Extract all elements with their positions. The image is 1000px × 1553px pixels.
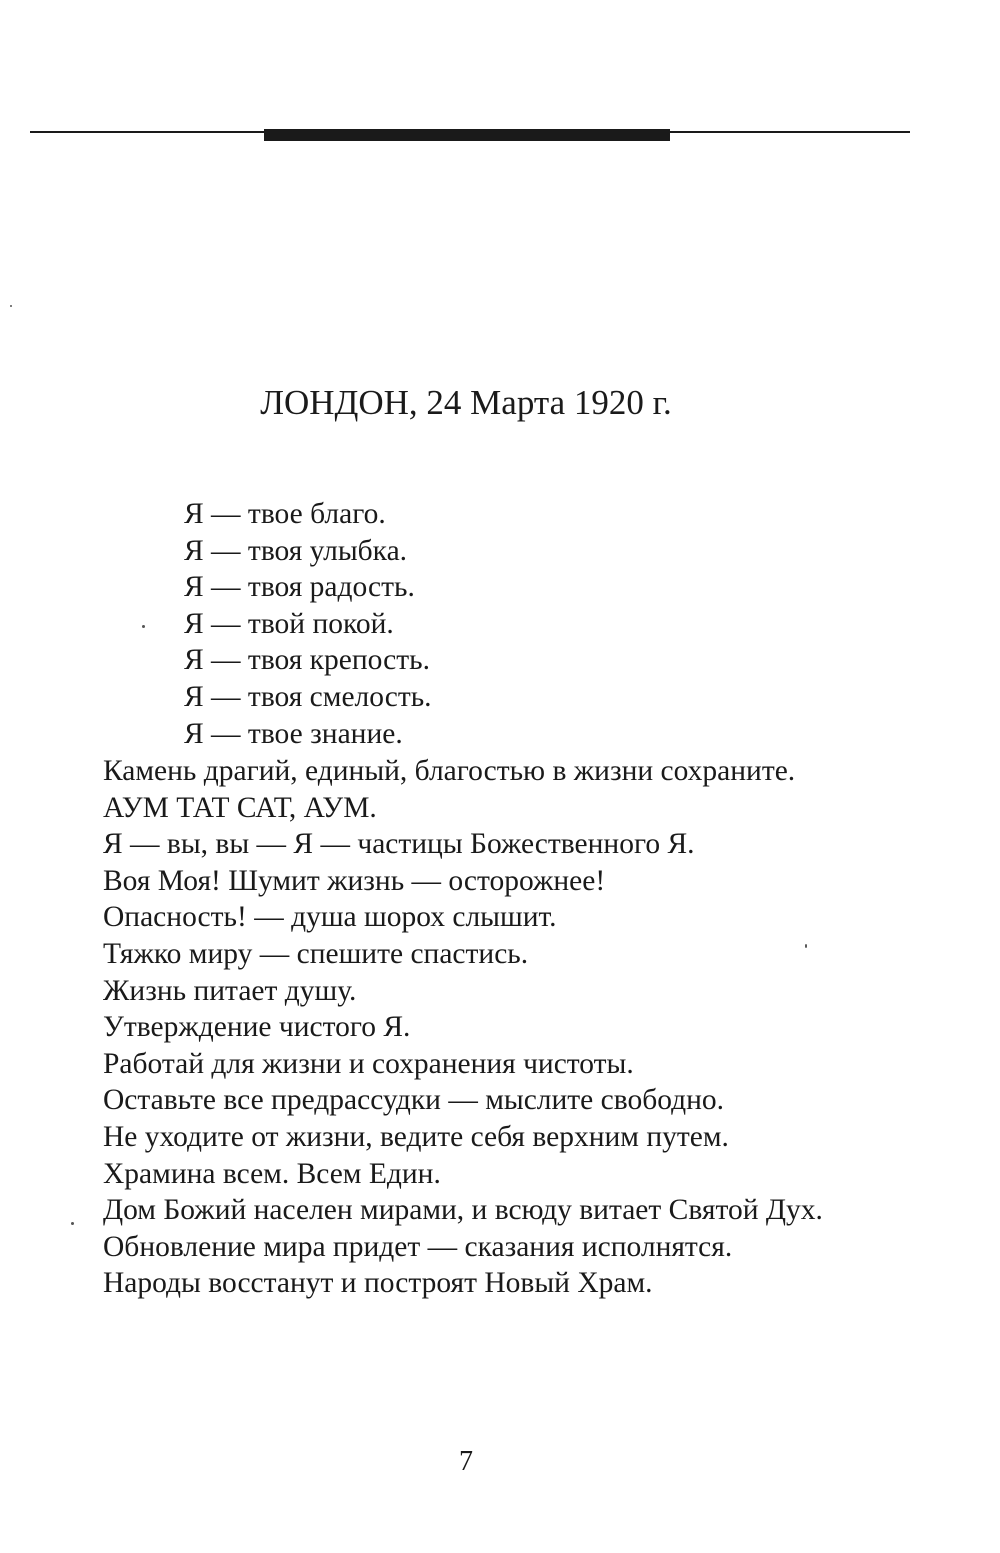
body-text-block: [103, 753, 823, 1302]
body-line: Обновление мира придет — сказания исполнятся.: [103, 1230, 733, 1263]
body-line: Не уходите от жизни, ведите себя верхним путем.: [103, 1120, 729, 1153]
body-line: Народы восстанут и построят Новый Храм.: [103, 1267, 653, 1300]
verse-line: Я — твоя смелость.: [184, 680, 432, 713]
page-number: 7: [459, 1446, 473, 1477]
header-rule-thick: [264, 129, 670, 141]
body-line: Оставьте все предрассудки — мыслите свободно.: [103, 1084, 725, 1117]
body-line: Работай для жизни и сохранения чистоты.: [103, 1047, 634, 1080]
body-line: Тяжко миру — спешите спастись.: [103, 937, 529, 970]
body-line: Дом Божий населен мирами, и всюду витает Святой Дух.: [103, 1194, 823, 1227]
scan-speck: [71, 1222, 74, 1225]
body-line: Воя Моя! Шумит жизнь — осторожнее!: [103, 864, 606, 897]
scan-speck: [142, 625, 145, 628]
verse-line: Я — твой покой.: [184, 607, 394, 640]
scan-speck: [10, 305, 12, 307]
verse-line: Я — твоя крепость.: [184, 644, 430, 677]
page-title: ЛОНДОН, 24 Марта 1920 г.: [260, 383, 672, 422]
body-line: АУМ ТАТ САТ, АУМ.: [103, 791, 377, 824]
body-line: Утверждение чистого Я.: [103, 1011, 411, 1044]
verse-block: [184, 496, 432, 752]
body-line: Я — вы, вы — Я — частицы Божественного Я.: [103, 828, 695, 861]
verse-line: Я — твое благо.: [184, 498, 386, 530]
body-line: Опасность! — душа шорох слышит.: [103, 901, 557, 934]
verse-line: Я — твоя улыбка.: [184, 534, 408, 567]
verse-line: Я — твое знание.: [184, 717, 403, 750]
verse-line: Я — твоя радость.: [184, 571, 415, 604]
body-line: Камень драгий, единый, благостью в жизни сохраните.: [103, 755, 796, 787]
body-line: Храмина всем. Всем Един.: [103, 1157, 441, 1190]
body-line: Жизнь питает душу.: [103, 974, 357, 1007]
scan-speck: [805, 944, 807, 948]
